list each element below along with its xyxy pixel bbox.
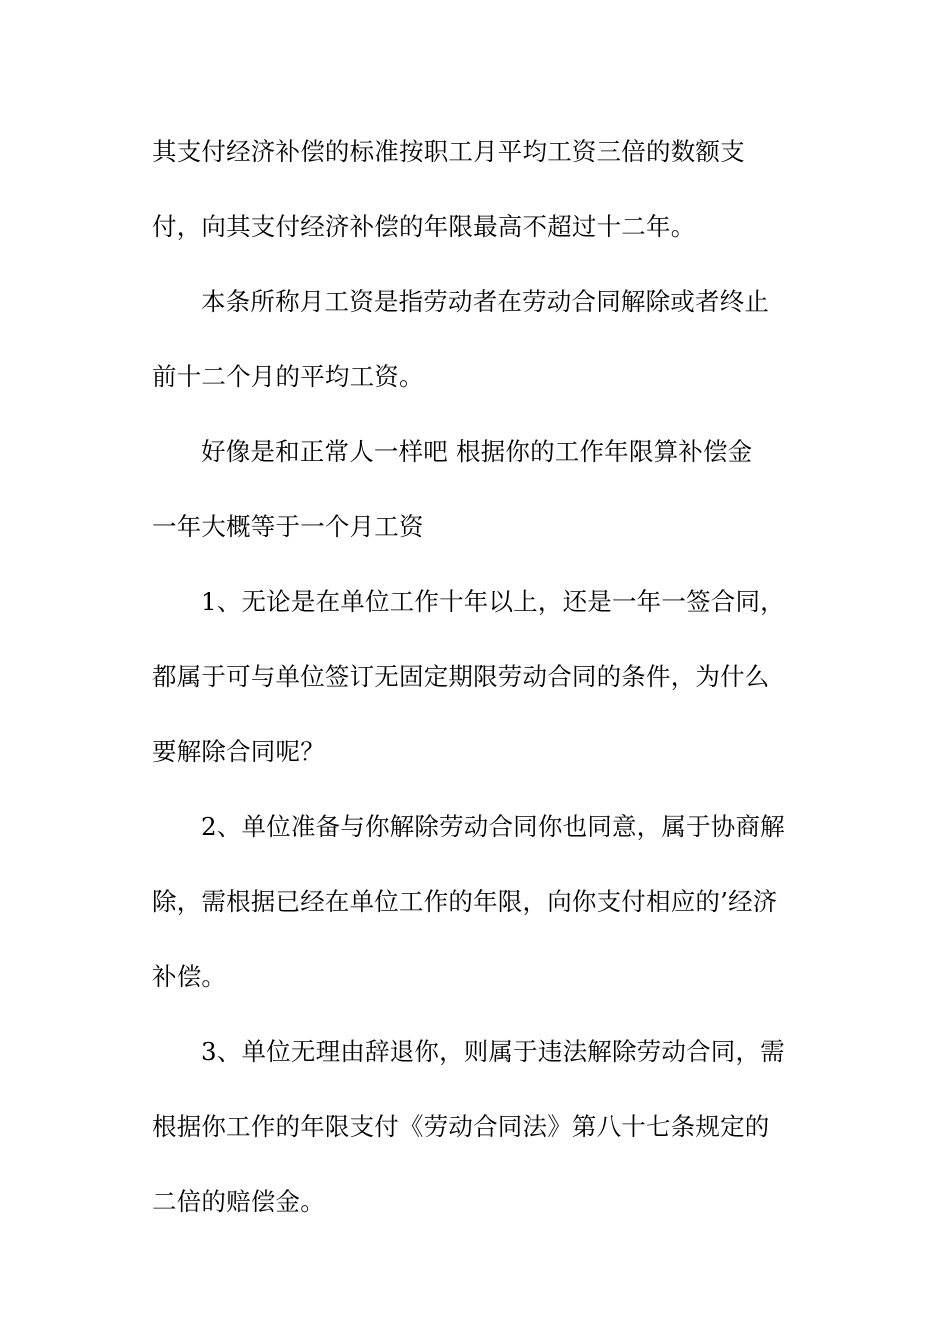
text-line-2: 付，向其支付经济补偿的年限最高不超过十二年。 bbox=[152, 212, 696, 241]
text-line-14: 根据你工作的年限支付《劳动合同法》第八十七条规定的 bbox=[152, 1112, 770, 1141]
text-line-9: 要解除合同呢？ bbox=[152, 737, 325, 766]
text-line-11: 除，需根据已经在单位工作的年限，向你支付相应的’经济 bbox=[152, 887, 778, 916]
text-line-6: 一年大概等于一个月工资 bbox=[152, 512, 424, 541]
text-line-13: 3、单位无理由辞退你，则属于违法解除劳动合同，需 bbox=[201, 1037, 785, 1066]
text-line-8: 都属于可与单位签订无固定期限劳动合同的条件，为什么 bbox=[152, 662, 770, 691]
text-line-3: 本条所称月工资是指劳动者在劳动合同解除或者终止 bbox=[201, 287, 770, 316]
text-line-7: 1、无论是在单位工作十年以上，还是一年一签合同， bbox=[201, 587, 785, 616]
text-line-15: 二倍的赔偿金。 bbox=[152, 1187, 325, 1216]
text-line-1: 其支付经济补偿的标准按职工月平均工资三倍的数额支 bbox=[152, 137, 745, 166]
text-line-5: 好像是和正常人一样吧 根据你的工作年限算补偿金 bbox=[201, 437, 753, 466]
text-line-10: 2、单位准备与你解除劳动合同你也同意，属于协商解 bbox=[201, 812, 785, 841]
text-line-4: 前十二个月的平均工资。 bbox=[152, 362, 424, 391]
text-line-12: 补偿。 bbox=[152, 962, 227, 991]
